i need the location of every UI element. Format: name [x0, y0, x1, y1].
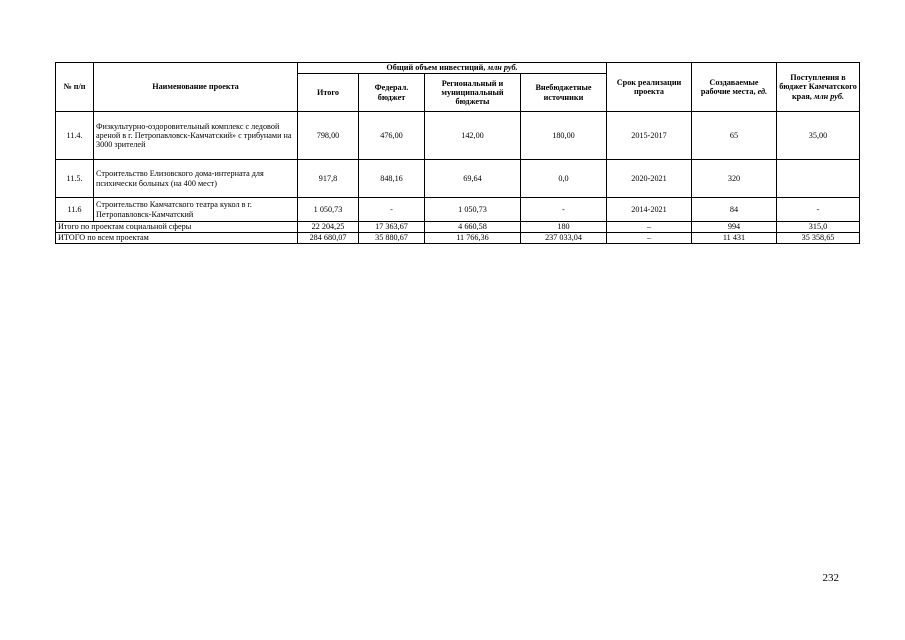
cell-regional: 69,64: [425, 160, 521, 198]
cell-num: 11.4.: [56, 112, 94, 160]
cell-jobs: 65: [692, 112, 777, 160]
header-jobs-text: Создаваемые рабочие места,: [700, 77, 759, 96]
grand-total-label: ИТОГО по всем проектам: [56, 233, 298, 244]
cell-num: 11.5.: [56, 160, 94, 198]
grand-total-regional: 11 766,36: [425, 233, 521, 244]
header-revenue: [777, 63, 860, 112]
page-number: 232: [822, 572, 839, 584]
subtotal-period: –: [607, 222, 692, 233]
cell-total: 917,8: [298, 160, 359, 198]
header-extra: Внебюджетные источники: [521, 74, 607, 112]
cell-name: Строительство Елизовского дома-интерната для психически больных (на 400 мест): [94, 160, 298, 198]
cell-extra: 0,0: [521, 160, 607, 198]
cell-period: 2020-2021: [607, 160, 692, 198]
header-jobs: [692, 63, 777, 112]
cell-total: 1 050,73: [298, 198, 359, 222]
cell-num: 11.6: [56, 198, 94, 222]
cell-regional: 1 050,73: [425, 198, 521, 222]
table-row: [56, 112, 860, 160]
cell-revenue: [777, 160, 860, 198]
header-regional: Региональный и муниципальный бюджеты: [425, 74, 521, 112]
header-federal: Федерал. бюджет: [359, 74, 425, 112]
subtotal-total: 22 204,25: [298, 222, 359, 233]
cell-total: 798,00: [298, 112, 359, 160]
grand-total-jobs: 11 431: [692, 233, 777, 244]
header-revenue-unit: млн руб.: [813, 91, 845, 101]
cell-name: Физкультурно-оздоровительный комплекс с ледовой ареной в г. Петропавловск-Камчатский» с трибунами на 3000 зрителей: [94, 112, 298, 160]
cell-extra: -: [521, 198, 607, 222]
subtotal-extra: 180: [521, 222, 607, 233]
header-revenue-text: Поступления в бюджет Камчатского края,: [779, 73, 857, 101]
grand-total-revenue: 35 358,65: [777, 233, 860, 244]
subtotal-federal: 17 363,67: [359, 222, 425, 233]
table-row: [56, 160, 860, 198]
header-total-investment: [298, 63, 607, 74]
subtotal-row: [56, 222, 860, 233]
header-name: Наименование проекта: [94, 63, 298, 112]
cell-period: 2015-2017: [607, 112, 692, 160]
grand-total-period: –: [607, 233, 692, 244]
investment-table: [55, 62, 860, 244]
header-total-investment-text: Общий объем инвестиций,: [386, 63, 488, 73]
subtotal-jobs: 994: [692, 222, 777, 233]
cell-revenue: -: [777, 198, 860, 222]
header-total: Итого: [298, 74, 359, 112]
subtotal-revenue: 315,0: [777, 222, 860, 233]
cell-jobs: 84: [692, 198, 777, 222]
header-num: № п/п: [56, 63, 94, 112]
grand-total-extra: 237 033,04: [521, 233, 607, 244]
grand-total-row: [56, 233, 860, 244]
subtotal-regional: 4 660,58: [425, 222, 521, 233]
grand-total-federal: 35 880,67: [359, 233, 425, 244]
cell-regional: 142,00: [425, 112, 521, 160]
cell-federal: -: [359, 198, 425, 222]
cell-period: 2014-2021: [607, 198, 692, 222]
cell-revenue: 35,00: [777, 112, 860, 160]
subtotal-label: Итого по проектам социальной сферы: [56, 222, 298, 233]
cell-extra: 180,00: [521, 112, 607, 160]
grand-total-total: 284 680,07: [298, 233, 359, 244]
header-period: Срок реализации проекта: [607, 63, 692, 112]
table-row: [56, 198, 860, 222]
cell-federal: 848,16: [359, 160, 425, 198]
header-total-investment-unit: млн руб.: [487, 63, 518, 73]
cell-jobs: 320: [692, 160, 777, 198]
cell-federal: 476,00: [359, 112, 425, 160]
cell-name: Строительство Камчатского театра кукол в г. Петропавловск-Камчатский: [94, 198, 298, 222]
header-jobs-unit: ед.: [757, 87, 768, 96]
